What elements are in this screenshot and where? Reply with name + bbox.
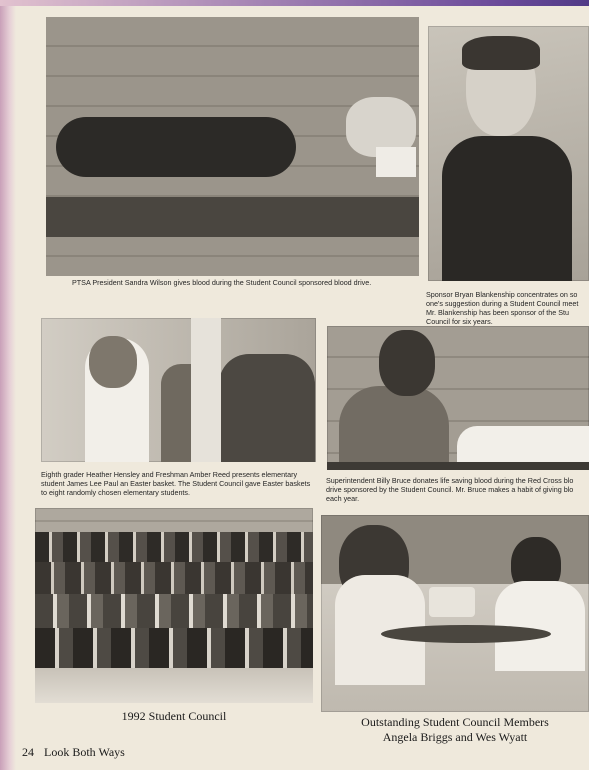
superintendent-blood-photo [327, 326, 589, 470]
sponsor-caption: Sponsor Bryan Blankenship concentrates on so one's suggestion during a Student Council meet Mr. Blankenship has been sponsor of the Stu Council for six years. [426, 290, 579, 326]
outstanding-members-line2: Angela Briggs and Wes Wyatt [382, 730, 528, 744]
easter-caption: Eighth grader Heather Hensley and Freshman Amber Reed presents elementary student James Lee Paul an Easter basket. The Student Council gave Easter baskets to eight randomly chosen elementary students. [41, 470, 311, 497]
group-portrait-photo [35, 508, 313, 703]
superintendent-caption: Superintendent Billy Bruce donates life saving blood during the Red Cross blo drive sponsored by the Student Council. Mr. Bruce makes a habit of giving blo each year. [326, 476, 574, 503]
outstanding-members-photo [321, 515, 589, 712]
book-title: Look Both Ways [44, 745, 125, 759]
easter-basket-photo [41, 318, 316, 462]
page-edge-left [0, 0, 16, 770]
blood-drive-caption: PTSA President Sandra Wilson gives blood during the Student Council sponsored blood drive. [72, 278, 372, 287]
page-number: 24 [22, 745, 34, 759]
sponsor-portrait-photo [428, 26, 589, 281]
page-footer [22, 745, 135, 760]
outstanding-members-line1: Outstanding Student Council Members [361, 715, 549, 729]
group-portrait-title: 1992 Student Council [121, 709, 227, 723]
page-edge-top [0, 0, 589, 6]
blood-drive-photo [46, 17, 419, 276]
outstanding-members-title [330, 715, 580, 745]
